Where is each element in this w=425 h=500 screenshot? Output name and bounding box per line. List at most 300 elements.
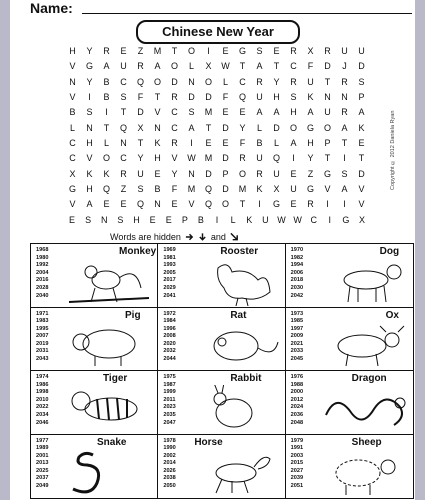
animal-name-monkey: Monkey: [119, 246, 157, 257]
grid-letter[interactable]: T: [103, 122, 110, 133]
grid-letter[interactable]: M: [204, 153, 213, 164]
grid-letter[interactable]: M: [204, 107, 213, 118]
year-item: 1977: [36, 437, 49, 444]
grid-letter[interactable]: I: [190, 137, 193, 148]
grid-letter[interactable]: N: [120, 137, 127, 148]
grid-letter[interactable]: O: [204, 76, 212, 87]
grid-letter[interactable]: I: [328, 214, 332, 225]
grid-letter[interactable]: I: [207, 46, 210, 56]
grid-letter[interactable]: T: [239, 61, 246, 72]
grid-letter[interactable]: K: [307, 91, 314, 102]
grid-letter[interactable]: A: [256, 107, 263, 118]
zodiac-cell-rat: [158, 308, 285, 372]
year-list: [36, 311, 62, 364]
year-item: 1987: [163, 381, 176, 388]
sheep-drawing: [316, 449, 408, 497]
grid-letter[interactable]: A: [154, 61, 161, 72]
grid-letter[interactable]: P: [358, 91, 365, 102]
year-item: 2046: [36, 419, 49, 426]
grid-letter[interactable]: U: [290, 183, 297, 194]
grid-letter[interactable]: E: [154, 168, 161, 179]
zodiac-cell-monkey: [31, 244, 158, 308]
grid-letter[interactable]: V: [188, 199, 195, 210]
grid-letter[interactable]: V: [69, 199, 76, 210]
grid-letter[interactable]: C: [171, 122, 178, 133]
grid-letter[interactable]: E: [205, 137, 212, 148]
grid-letter[interactable]: S: [290, 91, 297, 102]
year-list: [36, 247, 62, 300]
year-item: 2043: [36, 356, 49, 363]
year-item: 2015: [290, 460, 304, 467]
grid-letter[interactable]: U: [307, 76, 314, 87]
grid-letter[interactable]: V: [69, 91, 76, 102]
year-item: 1976: [290, 374, 304, 380]
grid-row: [64, 213, 370, 228]
grid-letter[interactable]: K: [246, 214, 253, 225]
year-item: 1998: [36, 389, 49, 396]
year-list: [163, 438, 189, 491]
grid-letter[interactable]: Y: [239, 122, 246, 133]
grid-letter[interactable]: R: [324, 46, 331, 56]
grid-letter[interactable]: E: [290, 168, 297, 179]
year-item: 1983: [36, 318, 49, 325]
grid-letter[interactable]: S: [86, 107, 93, 118]
grid-letter[interactable]: D: [273, 122, 280, 133]
grid-letter[interactable]: G: [342, 214, 350, 225]
grid-letter[interactable]: O: [187, 46, 195, 56]
year-item: 2012: [290, 396, 304, 403]
year-item: 2035: [163, 411, 176, 418]
year-item: 2031: [36, 348, 49, 355]
grid-letter[interactable]: X: [307, 46, 314, 56]
grid-letter[interactable]: N: [154, 199, 161, 210]
grid-letter[interactable]: D: [358, 61, 365, 72]
grid-letter[interactable]: H: [273, 91, 280, 102]
grid-letter[interactable]: Q: [136, 76, 144, 87]
grid-letter[interactable]: T: [154, 91, 161, 102]
grid-letter[interactable]: K: [256, 183, 263, 194]
grid-letter[interactable]: U: [358, 46, 365, 56]
grid-letter[interactable]: Q: [204, 199, 212, 210]
grid-letter[interactable]: K: [86, 168, 93, 179]
grid-letter[interactable]: P: [222, 168, 229, 179]
grid-letter[interactable]: N: [188, 76, 195, 87]
grid-letter[interactable]: T: [137, 137, 144, 148]
grid-letter[interactable]: Q: [272, 153, 280, 164]
grid-letter[interactable]: E: [69, 214, 76, 225]
grid-letter[interactable]: K: [358, 122, 365, 133]
year-item: 1980: [36, 254, 49, 261]
grid-letter[interactable]: N: [69, 76, 76, 87]
grid-letter[interactable]: Y: [307, 153, 314, 164]
grid-letter[interactable]: R: [290, 76, 297, 87]
grid-letter[interactable]: T: [273, 61, 280, 72]
grid-row: [64, 59, 370, 74]
grid-letter[interactable]: R: [307, 199, 314, 210]
grid-letter[interactable]: M: [238, 183, 247, 194]
grid-letter[interactable]: D: [324, 61, 331, 72]
year-item: 1985: [290, 318, 304, 325]
year-item: 2044: [163, 356, 176, 363]
grid-letter[interactable]: N: [324, 91, 331, 102]
grid-letter[interactable]: S: [137, 183, 144, 194]
year-item: 2009: [290, 333, 304, 340]
year-item: 2032: [163, 348, 176, 355]
grid-letter[interactable]: A: [188, 122, 195, 133]
grid-letter[interactable]: R: [137, 61, 144, 72]
grid-letter[interactable]: T: [120, 107, 127, 118]
zodiac-table: [30, 243, 414, 499]
grid-letter[interactable]: B: [69, 107, 76, 118]
hint-text: Words are hidden: [110, 232, 181, 242]
grid-letter[interactable]: E: [149, 214, 156, 225]
grid-letter[interactable]: C: [290, 61, 297, 72]
grid-letter[interactable]: D: [222, 122, 229, 133]
grid-letter[interactable]: T: [205, 122, 212, 133]
year-list: [36, 438, 62, 491]
animal-name-rooster: Rooster: [220, 246, 259, 257]
grid-letter[interactable]: A: [86, 199, 93, 210]
grid-letter[interactable]: H: [154, 153, 161, 164]
grid-letter[interactable]: L: [222, 76, 228, 87]
grid-letter[interactable]: C: [310, 214, 317, 225]
grid-letter[interactable]: I: [258, 199, 261, 210]
grid-letter[interactable]: R: [256, 168, 263, 179]
grid-letter[interactable]: B: [103, 91, 110, 102]
grid-letter[interactable]: H: [133, 214, 140, 225]
grid-letter[interactable]: S: [341, 168, 348, 179]
year-item: 2010: [36, 396, 49, 403]
grid-letter[interactable]: U: [137, 168, 144, 179]
grid-letter[interactable]: R: [103, 46, 110, 56]
grid-letter[interactable]: O: [170, 61, 178, 72]
grid-letter[interactable]: I: [105, 107, 108, 118]
grid-letter[interactable]: W: [277, 214, 286, 225]
grid-row: [64, 90, 370, 105]
grid-letter[interactable]: T: [171, 46, 178, 56]
grid-letter[interactable]: E: [273, 46, 280, 56]
grid-letter[interactable]: F: [171, 183, 178, 194]
year-item: 2049: [36, 483, 49, 490]
grid-letter[interactable]: U: [120, 61, 127, 72]
grid-letter[interactable]: E: [239, 107, 246, 118]
grid-letter[interactable]: T: [324, 76, 331, 87]
grid-letter[interactable]: U: [273, 168, 280, 179]
grid-letter[interactable]: Y: [86, 46, 93, 56]
grid-letter[interactable]: D: [205, 91, 212, 102]
grid-letter[interactable]: Y: [86, 76, 93, 87]
grid-letter[interactable]: V: [358, 183, 365, 194]
grid-letter[interactable]: C: [171, 107, 178, 118]
grid-letter[interactable]: A: [273, 107, 280, 118]
grid-letter[interactable]: N: [101, 214, 108, 225]
grid-letter[interactable]: M: [153, 46, 162, 56]
grid-letter[interactable]: O: [289, 122, 297, 133]
grid-letter[interactable]: E: [120, 46, 127, 56]
grid-letter[interactable]: V: [358, 199, 365, 210]
zodiac-cell-rooster: [158, 244, 285, 308]
grid-letter[interactable]: D: [205, 168, 212, 179]
year-item: 2036: [290, 411, 304, 418]
grid-letter[interactable]: I: [326, 199, 329, 210]
year-item: 2001: [36, 452, 49, 459]
grid-letter[interactable]: I: [343, 199, 346, 210]
grid-letter[interactable]: B: [256, 137, 263, 148]
grid-letter[interactable]: B: [103, 76, 110, 87]
year-item: 2038: [163, 475, 176, 482]
grid-letter[interactable]: O: [102, 153, 110, 164]
grid-letter[interactable]: E: [103, 199, 110, 210]
grid-letter[interactable]: T: [341, 137, 348, 148]
grid-letter[interactable]: A: [307, 107, 314, 118]
grid-letter[interactable]: A: [256, 61, 263, 72]
year-item: 2025: [36, 467, 49, 474]
grid-letter[interactable]: G: [306, 122, 314, 133]
grid-letter[interactable]: S: [120, 91, 127, 102]
ox-drawing: [316, 322, 408, 370]
grid-letter[interactable]: P: [181, 214, 188, 225]
year-item: 1969: [163, 247, 176, 253]
grid-letter[interactable]: N: [188, 168, 195, 179]
zodiac-cell-rabbit: [158, 371, 285, 435]
grid-letter[interactable]: V: [86, 153, 93, 164]
grid-letter[interactable]: N: [154, 122, 161, 133]
animal-name-ox: Ox: [385, 309, 399, 321]
year-list: [291, 247, 317, 300]
name-label: Name:: [30, 0, 73, 16]
grid-letter[interactable]: I: [343, 153, 346, 164]
grid-letter[interactable]: L: [103, 137, 109, 148]
grid-letter[interactable]: S: [188, 107, 195, 118]
grid-letter[interactable]: S: [358, 76, 365, 87]
grid-letter[interactable]: R: [171, 91, 178, 102]
grid-letter[interactable]: S: [256, 46, 263, 56]
grid-letter[interactable]: T: [239, 199, 246, 210]
year-item: 2029: [163, 284, 176, 291]
zodiac-cell-ox: [286, 308, 413, 372]
year-item: 1978: [163, 437, 176, 444]
year-item: 2048: [290, 419, 304, 426]
grid-letter[interactable]: A: [358, 107, 365, 118]
grid-letter[interactable]: N: [86, 122, 93, 133]
year-item: 1975: [163, 374, 176, 380]
grid-letter[interactable]: T: [358, 153, 365, 164]
grid-letter[interactable]: C: [120, 153, 127, 164]
grid-letter[interactable]: G: [272, 199, 280, 210]
grid-letter[interactable]: X: [359, 214, 366, 225]
grid-letter[interactable]: R: [290, 46, 297, 56]
grid-letter[interactable]: I: [215, 214, 219, 225]
grid-letter[interactable]: L: [188, 61, 194, 72]
grid-letter[interactable]: G: [323, 168, 331, 179]
year-item: 1968: [36, 247, 49, 253]
grid-letter[interactable]: E: [120, 199, 127, 210]
grid-letter[interactable]: D: [358, 168, 365, 179]
grid-letter[interactable]: O: [323, 122, 331, 133]
grid-letter[interactable]: M: [187, 183, 196, 194]
zodiac-cell-horse: [158, 435, 285, 499]
grid-letter[interactable]: D: [137, 107, 144, 118]
grid-letter[interactable]: W: [187, 153, 196, 164]
grid-letter[interactable]: G: [85, 61, 93, 72]
grid-letter[interactable]: E: [222, 46, 229, 56]
grid-letter[interactable]: Q: [238, 91, 246, 102]
grid-letter[interactable]: O: [238, 168, 246, 179]
grid-letter[interactable]: Q: [136, 199, 144, 210]
grid-letter[interactable]: Z: [307, 168, 314, 179]
grid-letter[interactable]: F: [222, 91, 229, 102]
grid-letter[interactable]: Q: [204, 183, 212, 194]
grid-letter[interactable]: Y: [137, 153, 144, 164]
grid-letter[interactable]: U: [256, 91, 263, 102]
grid-letter[interactable]: T: [324, 153, 331, 164]
grid-letter[interactable]: I: [292, 153, 295, 164]
grid-letter[interactable]: U: [324, 107, 331, 118]
grid-letter[interactable]: H: [290, 107, 297, 118]
year-item: 1992: [36, 262, 49, 269]
zodiac-cell-dog: [286, 244, 413, 308]
grid-letter[interactable]: S: [117, 214, 124, 225]
grid-letter[interactable]: V: [171, 153, 178, 164]
grid-letter[interactable]: K: [154, 137, 161, 148]
grid-letter[interactable]: D: [171, 76, 178, 87]
grid-letter[interactable]: W: [221, 61, 230, 72]
grid-letter[interactable]: X: [69, 168, 76, 179]
animal-name-horse: Horse: [194, 436, 223, 448]
grid-letter[interactable]: Q: [119, 122, 127, 133]
grid-letter[interactable]: C: [120, 76, 127, 87]
grid-letter[interactable]: E: [290, 199, 297, 210]
arrow-diagonal-icon: [230, 232, 239, 242]
year-item: 2019: [36, 340, 49, 347]
year-item: 2034: [36, 411, 49, 418]
pig-drawing: [61, 322, 153, 370]
grid-letter[interactable]: D: [188, 91, 195, 102]
grid-letter[interactable]: D: [222, 153, 229, 164]
grid-letter[interactable]: A: [341, 183, 348, 194]
grid-letter[interactable]: E: [222, 137, 229, 148]
grid-letter[interactable]: R: [341, 107, 348, 118]
dog-drawing: [316, 258, 408, 306]
grid-letter[interactable]: Z: [137, 46, 144, 56]
grid-letter[interactable]: X: [273, 183, 280, 194]
grid-letter[interactable]: C: [69, 137, 76, 148]
grid-letter[interactable]: H: [86, 183, 93, 194]
grid-letter[interactable]: N: [341, 91, 348, 102]
year-item: 2008: [163, 333, 176, 340]
grid-letter[interactable]: R: [341, 76, 348, 87]
grid-letter[interactable]: G: [68, 183, 76, 194]
grid-letter[interactable]: C: [69, 153, 76, 164]
year-item: 1997: [290, 325, 304, 332]
year-item: 1982: [290, 254, 304, 261]
grid-letter[interactable]: R: [256, 76, 263, 87]
grid-letter[interactable]: A: [341, 122, 348, 133]
grid-letter[interactable]: X: [137, 122, 144, 133]
year-item: 2013: [36, 460, 49, 467]
grid-letter[interactable]: Y: [273, 76, 280, 87]
year-item: 1979: [290, 437, 304, 444]
grid-letter[interactable]: A: [103, 61, 110, 72]
grid-letter[interactable]: L: [230, 214, 236, 225]
grid-letter[interactable]: U: [341, 46, 348, 56]
year-item: 2042: [290, 292, 304, 299]
grid-letter[interactable]: Z: [120, 183, 127, 194]
grid-letter[interactable]: O: [153, 76, 161, 87]
year-item: 2028: [36, 284, 49, 291]
year-list: [291, 311, 317, 364]
year-item: 2030: [290, 284, 304, 291]
grid-letter[interactable]: L: [256, 122, 262, 133]
year-item: 1990: [163, 445, 176, 452]
dragon-drawing: [316, 385, 408, 433]
hint-and: and: [210, 232, 226, 242]
grid-letter[interactable]: V: [154, 107, 161, 118]
grid-letter[interactable]: F: [307, 61, 314, 72]
grid-letter[interactable]: R: [120, 168, 127, 179]
grid-letter[interactable]: I: [88, 91, 91, 102]
grid-letter[interactable]: E: [165, 214, 172, 225]
grid-letter[interactable]: E: [358, 137, 365, 148]
word-search-grid: [64, 44, 370, 228]
grid-letter[interactable]: O: [221, 199, 229, 210]
grid-letter[interactable]: J: [342, 61, 347, 72]
grid-letter[interactable]: B: [154, 183, 161, 194]
grid-letter[interactable]: F: [137, 91, 144, 102]
zodiac-cell-snake: [31, 435, 158, 499]
grid-letter[interactable]: X: [205, 61, 212, 72]
name-line[interactable]: [82, 13, 412, 14]
grid-letter[interactable]: R: [239, 153, 246, 164]
year-item: 2021: [290, 340, 304, 347]
grid-letter[interactable]: L: [69, 122, 75, 133]
year-item: 2002: [163, 452, 176, 459]
grid-letter[interactable]: H: [307, 137, 314, 148]
grid-letter[interactable]: S: [85, 214, 92, 225]
grid-letter[interactable]: F: [239, 137, 246, 148]
grid-letter[interactable]: D: [222, 183, 229, 194]
grid-letter[interactable]: Y: [171, 168, 178, 179]
grid-letter[interactable]: L: [273, 137, 279, 148]
grid-letter[interactable]: G: [306, 183, 314, 194]
grid-letter[interactable]: W: [293, 214, 302, 225]
year-item: 1993: [163, 262, 176, 269]
grid-letter[interactable]: A: [290, 137, 297, 148]
grid-row: [64, 151, 370, 166]
grid-letter[interactable]: E: [222, 107, 229, 118]
grid-letter[interactable]: H: [69, 46, 76, 56]
grid-letter[interactable]: E: [171, 199, 178, 210]
grid-letter[interactable]: Q: [102, 183, 110, 194]
grid-letter[interactable]: H: [86, 137, 93, 148]
grid-letter[interactable]: K: [103, 168, 110, 179]
year-item: 1972: [163, 310, 176, 317]
year-item: 2018: [290, 277, 304, 284]
grid-letter[interactable]: U: [262, 214, 269, 225]
grid-letter[interactable]: C: [239, 76, 246, 87]
grid-letter[interactable]: U: [256, 153, 263, 164]
grid-row: [64, 167, 370, 182]
grid-letter[interactable]: V: [69, 61, 76, 72]
grid-letter[interactable]: P: [324, 137, 331, 148]
grid-letter[interactable]: V: [324, 183, 331, 194]
year-item: 2045: [290, 356, 304, 363]
grid-letter[interactable]: G: [238, 46, 246, 56]
grid-letter[interactable]: R: [171, 137, 178, 148]
year-item: 1970: [290, 247, 304, 253]
year-item: 2011: [163, 396, 176, 403]
grid-letter[interactable]: B: [197, 214, 204, 225]
